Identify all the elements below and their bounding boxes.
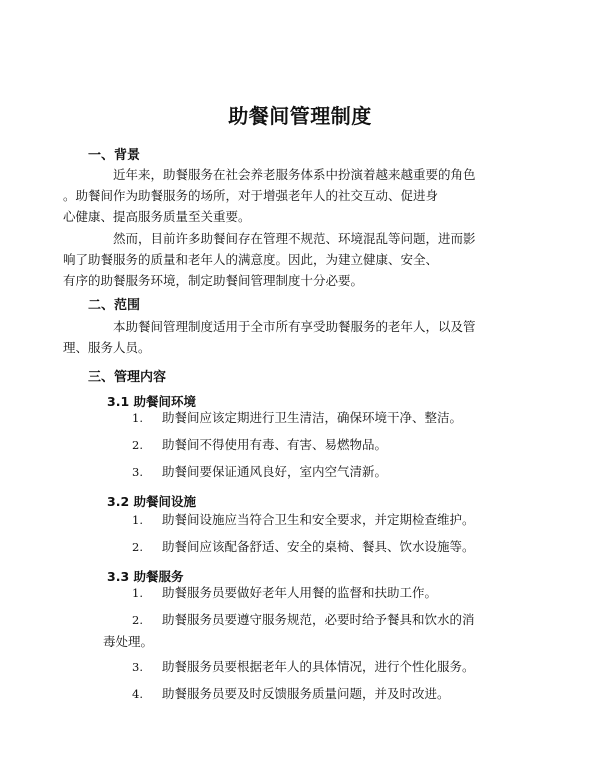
list-number: 4. [132,687,143,701]
paragraph-line: 近年来，助餐服务在社会养老服务体系中扮演着越来越重要的角色 [113,167,476,182]
list-text: 助餐间不得使用有毒、有害、易燃物品。 [162,437,388,452]
list-item [88,434,512,456]
list-item [88,407,512,429]
background-paragraph-1 [63,164,512,227]
list-number: 2. [132,540,143,554]
section-heading-background: 一、背景 [88,148,141,163]
list-text: 助餐间设施应当符合卫生和安全要求，并定期检查维护。 [162,512,475,527]
list-item [88,656,512,678]
list-number: 2. [132,438,143,452]
paragraph-line: 心健康、提高服务质量至关重要。 [63,209,251,224]
scope-paragraph [63,316,512,358]
list-item [88,582,512,604]
list-text-wrap: 毒处理。 [103,634,154,649]
paragraph-line: 本助餐间管理制度适用于全市所有享受助餐服务的老年人，以及管 [113,319,476,334]
list-number: 2. [132,613,143,627]
subsection-heading-environment: 3.1 助餐间环境 [107,394,196,409]
subsection-heading-facility: 3.2 助餐间设施 [107,494,196,509]
paragraph-line: 。助餐间作为助餐服务的场所，对于增强老年人的社交互动、促进身 [63,188,439,203]
document-title: 助餐间管理制度 [228,104,372,128]
subsection-heading-service: 3.3 助餐服务 [107,569,184,584]
list-text: 助餐服务员要做好老年人用餐的监督和扶助工作。 [162,585,438,600]
list-text: 助餐间应该配备舒适、安全的桌椅、餐具、饮水设施等。 [162,539,475,554]
list-number: 1. [132,513,143,527]
list-item [88,609,512,652]
list-text: 助餐服务员要及时反馈服务质量问题，并及时改进。 [162,686,450,701]
paragraph-line: 理、服务人员。 [63,340,151,355]
list-text: 助餐服务员要遵守服务规范，必要时给予餐具和饮水的消 [162,612,475,627]
list-number: 3. [132,465,143,479]
list-item [88,536,512,558]
list-item [88,509,512,531]
list-number: 1. [132,586,143,600]
list-item [88,461,512,483]
background-paragraph-2 [63,228,512,291]
section-heading-scope: 二、范围 [88,298,141,313]
list-text: 助餐间要保证通风良好，室内空气清新。 [162,464,388,479]
list-text: 助餐服务员要根据老年人的具体情况，进行个性化服务。 [162,659,475,674]
list-number: 1. [132,411,143,425]
list-number: 3. [132,660,143,674]
paragraph-line: 响了助餐服务的质量和老年人的满意度。因此，为建立健康、安全、 [63,252,439,267]
paragraph-line: 有序的助餐服务环境，制定助餐间管理制度十分必要。 [63,273,364,288]
list-item [88,683,512,705]
paragraph-line: 然而，目前许多助餐间存在管理不规范、环境混乱等问题，进而影 [113,231,476,246]
list-text: 助餐间应该定期进行卫生清洁，确保环境干净、整洁。 [162,410,463,425]
section-heading-management: 三、管理内容 [88,370,167,385]
